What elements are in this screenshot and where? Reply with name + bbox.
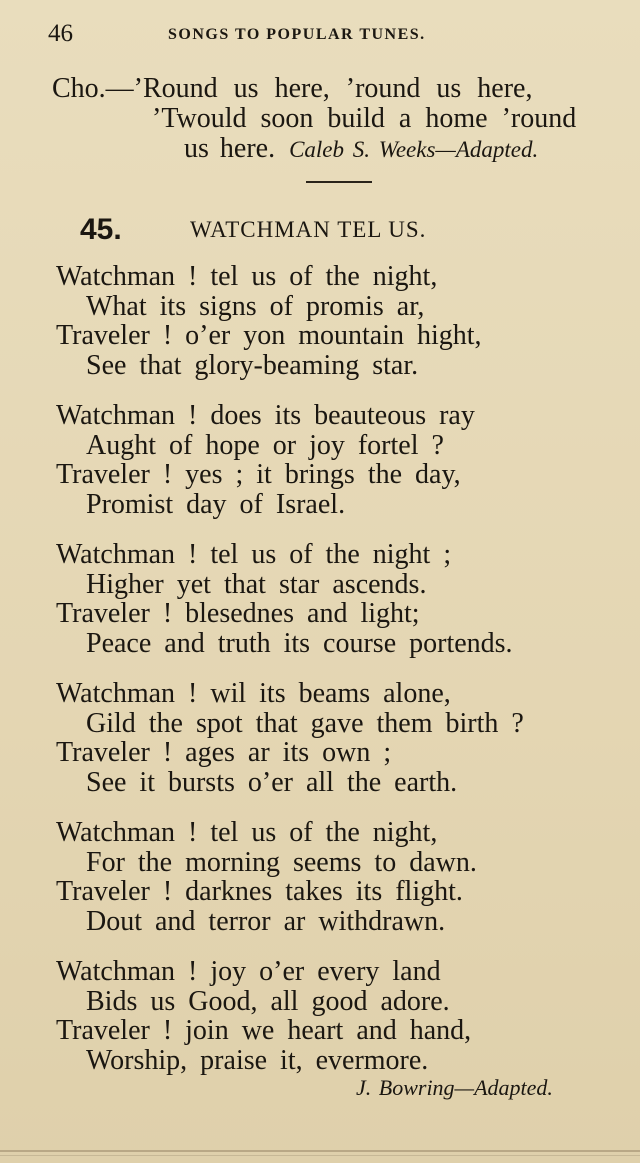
page-edge-line xyxy=(0,1155,640,1156)
section-divider xyxy=(306,181,372,183)
stanza xyxy=(56,262,482,380)
verse-line: Traveler ! darknes takes its flight. xyxy=(56,876,463,907)
verse-line: For the morning seems to dawn. xyxy=(86,846,477,878)
chorus-line-2: ’Twould soon build a home ’round xyxy=(152,103,577,134)
verse-line: Worship, praise it, evermore. xyxy=(86,1044,429,1076)
stanza xyxy=(56,401,475,519)
stanza xyxy=(56,957,471,1075)
verse-line: See it bursts o’er all the earth. xyxy=(86,766,458,798)
verse-line: Gild the spot that gave them birth ? xyxy=(86,707,524,739)
verse-line: Watchman ! does its beauteous ray xyxy=(56,400,475,431)
verse-line: Promist day of Israel. xyxy=(86,488,346,520)
verse-line: Watchman ! wil its beams alone, xyxy=(56,678,451,709)
chorus-block xyxy=(52,74,637,165)
chorus-line-1: Cho.—’Round us here, ’round us here, xyxy=(52,73,533,104)
hymn-attribution: J. Bowring—Adapted. xyxy=(356,1075,553,1100)
verse-line: Higher yet that star ascends. xyxy=(86,568,427,600)
chorus-line-3-text: us here. xyxy=(184,133,276,164)
verse-line: Traveler ! ages ar its own ; xyxy=(56,737,392,768)
verse-line: Bids us Good, all good adore. xyxy=(86,985,450,1017)
verse-line: Traveler ! blesednes and light; xyxy=(56,598,420,629)
hymn-heading xyxy=(80,213,600,253)
hymn-number: 45. xyxy=(80,213,122,246)
page-number: 46 xyxy=(48,20,73,47)
page-header xyxy=(48,20,600,52)
verse-line: Dout and terror ar withdrawn. xyxy=(86,905,446,937)
verse-line: What its signs of promis ar, xyxy=(86,290,425,322)
verse-line: Aught of hope or joy fortel ? xyxy=(86,429,444,461)
verse-line: Watchman ! tel us of the night, xyxy=(56,261,438,292)
verse-line: Watchman ! tel us of the night ; xyxy=(56,539,452,570)
chorus-line-3 xyxy=(52,134,637,165)
hymn-title: WATCHMAN TEL US. xyxy=(190,217,427,242)
page-edge-line xyxy=(0,1150,640,1152)
stanza xyxy=(56,818,477,936)
verse-line: Traveler ! o’er yon mountain hight, xyxy=(56,320,482,351)
verse-line: Watchman ! joy o’er every land xyxy=(56,956,441,987)
verse-line: Peace and truth its course portends. xyxy=(86,627,513,659)
verse-line: Watchman ! tel us of the night, xyxy=(56,817,438,848)
stanza xyxy=(56,679,524,797)
verse-line: Traveler ! join we heart and hand, xyxy=(56,1015,472,1046)
chorus-attribution: Caleb S. Weeks—Adapted. xyxy=(289,137,539,162)
stanza xyxy=(56,540,513,658)
verse-line: Traveler ! yes ; it brings the day, xyxy=(56,459,461,490)
running-head: SONGS TO POPULAR TUNES. xyxy=(168,26,426,43)
verse-line: See that glory-beaming star. xyxy=(86,349,419,381)
